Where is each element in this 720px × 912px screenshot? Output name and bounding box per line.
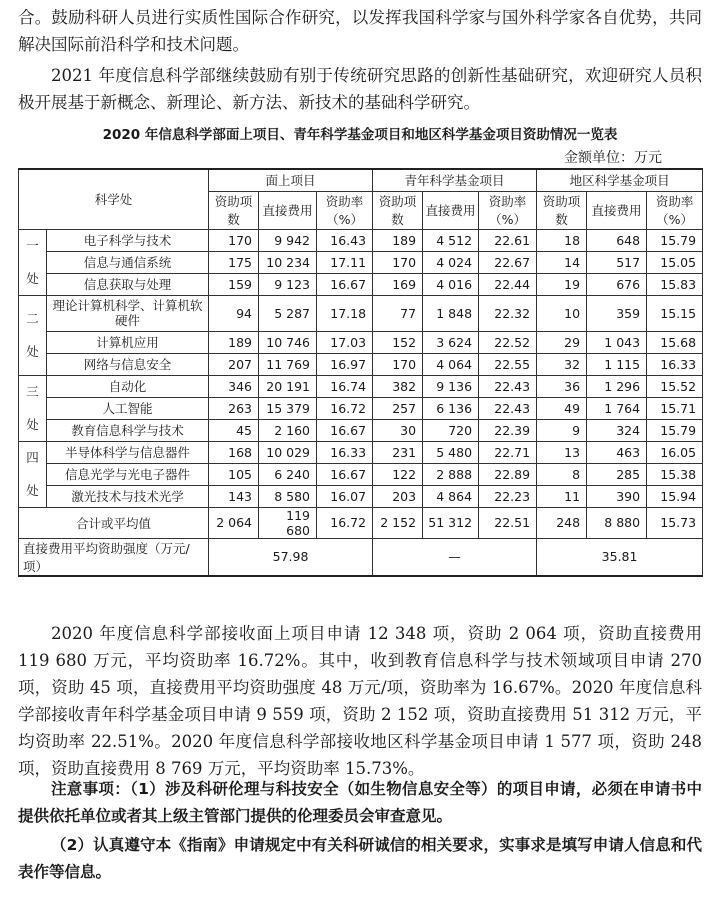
header-sub: 直接费用	[259, 191, 317, 229]
data-cell: 6 240	[259, 463, 317, 485]
data-cell: 22.71	[479, 441, 537, 463]
data-cell: 22.52	[479, 331, 537, 353]
data-cell: 16.43	[317, 229, 373, 251]
intro-paragraph-1: 合。鼓励科研人员进行实质性国际合作研究，以发挥我国科学家与国外科学家各自优势，共同解决国际前沿科学和技术问题。	[18, 8, 702, 54]
data-cell: 105	[209, 463, 259, 485]
header-dept: 科学处	[19, 169, 209, 229]
data-cell: 22.67	[479, 251, 537, 273]
data-cell: 231	[373, 441, 423, 463]
data-cell: 11 769	[259, 353, 317, 375]
division-label-char: 四	[26, 450, 39, 465]
data-cell: 22.89	[479, 463, 537, 485]
data-cell: 29	[537, 331, 587, 353]
data-cell: 32	[537, 353, 587, 375]
data-cell: 17.18	[317, 295, 373, 331]
table-title: 2020 年信息科学部面上项目、青年科学基金项目和地区科学基金项目资助情况一览表	[102, 127, 618, 143]
header-group-regional: 地区科学基金项目	[537, 169, 703, 191]
division-label-char: 一	[26, 238, 39, 253]
data-cell: 16.72	[317, 397, 373, 419]
header-sub: 资助项数	[373, 191, 423, 229]
data-cell: 4 864	[423, 485, 479, 507]
data-cell: 22.39	[479, 419, 537, 441]
header-sub: 直接费用	[423, 191, 479, 229]
data-cell: 20 191	[259, 375, 317, 397]
data-cell: 2 160	[259, 419, 317, 441]
header-sub: 资助率（%）	[647, 191, 703, 229]
data-cell: 15.79	[647, 229, 703, 251]
division-label	[19, 229, 47, 295]
dept-name: 信息与通信系统	[47, 251, 209, 273]
data-cell: 15.71	[647, 397, 703, 419]
data-cell: 17.03	[317, 331, 373, 353]
data-cell: 4 016	[423, 273, 479, 295]
dept-name: 电子科学与技术	[47, 229, 209, 251]
data-cell: 22.61	[479, 229, 537, 251]
total-cell: 2 064	[209, 507, 259, 538]
data-cell: 22.32	[479, 295, 537, 331]
data-cell: 10 234	[259, 251, 317, 273]
table-row	[19, 229, 703, 251]
data-cell: 16.33	[317, 441, 373, 463]
avg-intensity-row	[19, 538, 703, 576]
data-cell: 168	[209, 441, 259, 463]
data-cell: 122	[373, 463, 423, 485]
division-label-char: 处	[26, 344, 39, 359]
data-cell: 15.83	[647, 273, 703, 295]
data-cell: 22.43	[479, 397, 537, 419]
total-cell: 8 880	[587, 507, 647, 538]
note-paragraph-1: 注意事项：（1）涉及科研伦理与科技安全（如生物信息安全等）的项目申请，必须在申请书中提供依托单位或者其上级主管部门提供的伦理委员会审查意见。	[18, 780, 702, 825]
data-cell: 9	[537, 419, 587, 441]
division-label	[19, 375, 47, 441]
division-label-char: 处	[26, 483, 39, 498]
total-cell: 2 152	[373, 507, 423, 538]
data-cell: 30	[373, 419, 423, 441]
table-row	[19, 331, 703, 353]
data-cell: 263	[209, 397, 259, 419]
total-cell: 51 312	[423, 507, 479, 538]
data-cell: 19	[537, 273, 587, 295]
division-label-char: 处	[26, 417, 39, 432]
data-cell: 1 115	[587, 353, 647, 375]
table-row	[19, 397, 703, 419]
data-cell: 94	[209, 295, 259, 331]
data-cell: 4 512	[423, 229, 479, 251]
table-row	[19, 273, 703, 295]
data-cell: 207	[209, 353, 259, 375]
data-cell: 22.44	[479, 273, 537, 295]
table-row	[19, 295, 703, 331]
division-label-char: 三	[26, 384, 39, 399]
data-cell: 170	[373, 251, 423, 273]
funding-table	[18, 168, 703, 577]
data-cell: 720	[423, 419, 479, 441]
dept-name: 教育信息科学与技术	[47, 419, 209, 441]
total-label: 合计或平均值	[19, 507, 209, 538]
data-cell: 4 024	[423, 251, 479, 273]
summary-paragraph: 2020 年度信息科学部接收面上项目申请 12 348 项，资助 2 064 项，资助直接费用 119 680 万元，平均资助率 16.72%。其中，收到教育信息科学与技术领域项目申请 270 项，资助 45 项，直接费用平均资助强度 48 万元/项，资助率为 16.67%。2020 年度信息科学部接收青年科学基金项目申请 9 559 项，资助 2 152 项，资助直接费用 51 312 万元，平均资助率 22.51%。2020 年度信息科学部接收地区科学基金项目申请 1 577 项，资助 248 项，资助直接费用 8 769 万元，平均资助率 15.73%。	[18, 624, 702, 778]
data-cell: 1 043	[587, 331, 647, 353]
data-cell: 22.43	[479, 375, 537, 397]
data-cell: 15.52	[647, 375, 703, 397]
data-cell: 22.55	[479, 353, 537, 375]
data-cell: 359	[587, 295, 647, 331]
data-cell: 159	[209, 273, 259, 295]
division-label	[19, 441, 47, 507]
data-cell: 5 287	[259, 295, 317, 331]
data-cell: 285	[587, 463, 647, 485]
table-unit: 金额单位：万元	[564, 150, 662, 166]
data-cell: 169	[373, 273, 423, 295]
data-cell: 152	[373, 331, 423, 353]
data-cell: 3 624	[423, 331, 479, 353]
data-cell: 8	[537, 463, 587, 485]
data-cell: 5 480	[423, 441, 479, 463]
data-cell: 22.23	[479, 485, 537, 507]
data-cell: 16.33	[647, 353, 703, 375]
total-row	[19, 507, 703, 538]
table-row	[19, 419, 703, 441]
data-cell: 36	[537, 375, 587, 397]
data-cell: 11	[537, 485, 587, 507]
intro-paragraph-2: 2021 年度信息科学部继续鼓励有别于传统研究思路的创新性基础研究，欢迎研究人员积极开展基于新概念、新理论、新方法、新技术的基础科学研究。	[18, 66, 702, 112]
total-cell: 22.51	[479, 507, 537, 538]
data-cell: 203	[373, 485, 423, 507]
table-row	[19, 375, 703, 397]
data-cell: 9 942	[259, 229, 317, 251]
division-label-char: 处	[26, 271, 39, 286]
data-cell: 15.15	[647, 295, 703, 331]
header-sub: 资助率（%）	[479, 191, 537, 229]
header-group-youth: 青年科学基金项目	[373, 169, 537, 191]
data-cell: 463	[587, 441, 647, 463]
data-cell: 189	[373, 229, 423, 251]
data-cell: 9 123	[259, 273, 317, 295]
dept-name: 人工智能	[47, 397, 209, 419]
data-cell: 9 136	[423, 375, 479, 397]
data-cell: 324	[587, 419, 647, 441]
data-cell: 143	[209, 485, 259, 507]
data-cell: 1 296	[587, 375, 647, 397]
header-sub: 资助项数	[209, 191, 259, 229]
data-cell: 18	[537, 229, 587, 251]
dept-name: 信息光学与光电子器件	[47, 463, 209, 485]
data-cell: 517	[587, 251, 647, 273]
avg-intensity-cell: 35.81	[537, 538, 703, 576]
data-cell: 676	[587, 273, 647, 295]
dept-name: 自动化	[47, 375, 209, 397]
header-sub: 资助项数	[537, 191, 587, 229]
total-cell: 16.72	[317, 507, 373, 538]
dept-name: 理论计算机科学、计算机软硬件	[47, 295, 209, 331]
data-cell: 10 029	[259, 441, 317, 463]
avg-intensity-label: 直接费用平均资助强度（万元/项）	[19, 538, 209, 576]
dept-name: 计算机应用	[47, 331, 209, 353]
data-cell: 175	[209, 251, 259, 273]
data-cell: 1 764	[587, 397, 647, 419]
data-cell: 45	[209, 419, 259, 441]
division-label-char: 二	[26, 311, 39, 326]
data-cell: 6 136	[423, 397, 479, 419]
avg-intensity-cell: 57.98	[209, 538, 373, 576]
total-cell: 15.73	[647, 507, 703, 538]
header-sub: 直接费用	[587, 191, 647, 229]
data-cell: 10	[537, 295, 587, 331]
table-row	[19, 463, 703, 485]
total-cell: 119 680	[259, 507, 317, 538]
data-cell: 10 746	[259, 331, 317, 353]
data-cell: 170	[373, 353, 423, 375]
note-paragraph-2: （2）认真遵守本《指南》申请规定中有关科研诚信的相关要求，实事求是填写申请人信息和代表作等信息。	[18, 836, 702, 881]
header-sub: 资助率（%）	[317, 191, 373, 229]
data-cell: 77	[373, 295, 423, 331]
data-cell: 15 379	[259, 397, 317, 419]
table-row	[19, 251, 703, 273]
data-cell: 257	[373, 397, 423, 419]
data-cell: 8 580	[259, 485, 317, 507]
data-cell: 16.05	[647, 441, 703, 463]
data-cell: 648	[587, 229, 647, 251]
dept-name: 信息获取与处理	[47, 273, 209, 295]
data-cell: 13	[537, 441, 587, 463]
data-cell: 16.07	[317, 485, 373, 507]
table-row	[19, 353, 703, 375]
data-cell: 17.11	[317, 251, 373, 273]
data-cell: 4 064	[423, 353, 479, 375]
data-cell: 170	[209, 229, 259, 251]
division-label	[19, 295, 47, 375]
dept-name: 半导体科学与信息器件	[47, 441, 209, 463]
data-cell: 16.67	[317, 419, 373, 441]
data-cell: 16.67	[317, 273, 373, 295]
total-cell: 248	[537, 507, 587, 538]
dept-name: 激光技术与技术光学	[47, 485, 209, 507]
table-row	[19, 441, 703, 463]
data-cell: 15.38	[647, 463, 703, 485]
data-cell: 189	[209, 331, 259, 353]
data-cell: 390	[587, 485, 647, 507]
data-cell: 15.79	[647, 419, 703, 441]
data-cell: 15.68	[647, 331, 703, 353]
avg-intensity-cell: —	[373, 538, 537, 576]
data-cell: 49	[537, 397, 587, 419]
header-group-general: 面上项目	[209, 169, 373, 191]
data-cell: 382	[373, 375, 423, 397]
table-row	[19, 485, 703, 507]
data-cell: 1 848	[423, 295, 479, 331]
data-cell: 14	[537, 251, 587, 273]
data-cell: 346	[209, 375, 259, 397]
data-cell: 15.05	[647, 251, 703, 273]
data-cell: 15.94	[647, 485, 703, 507]
data-cell: 16.67	[317, 463, 373, 485]
data-cell: 16.74	[317, 375, 373, 397]
data-cell: 2 888	[423, 463, 479, 485]
dept-name: 网络与信息安全	[47, 353, 209, 375]
data-cell: 16.97	[317, 353, 373, 375]
